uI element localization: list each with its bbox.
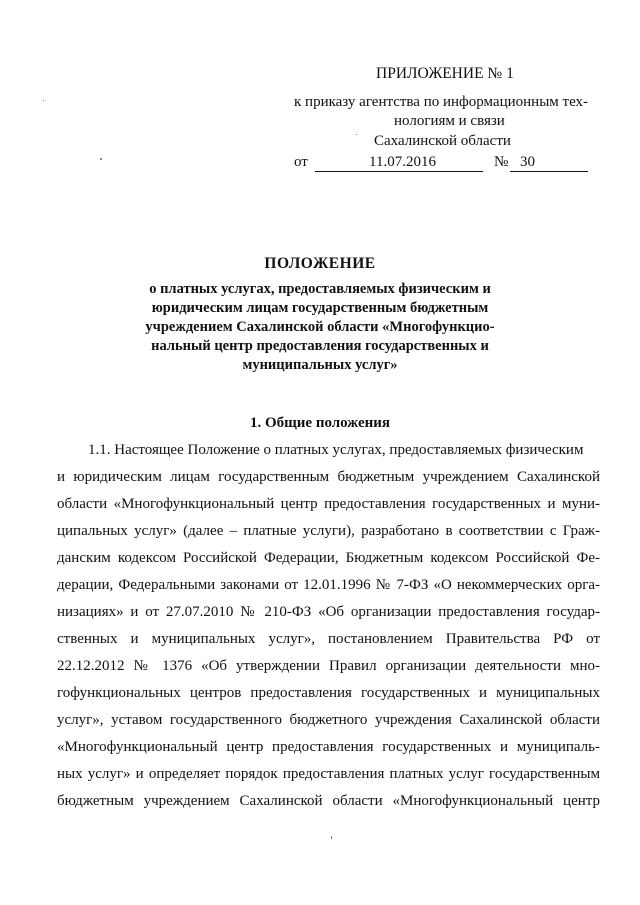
paragraph-line: 22.12.2012 № 1376 «Об утверждении Правил организации деятельности мно- [57,658,600,674]
appendix-line-1: к приказу агентства по информационным тех- [294,94,589,110]
order-number: 30 [520,154,535,170]
document-subtitle-line: о платных услугах, предоставляемых физическим и [149,281,491,297]
paragraph-line: 1.1. Настоящее Положение о платных услугах, предоставляемых физическим [88,442,584,458]
paragraph-line: ных услуг» и определяет порядок предоставления платных услуг государственным [57,766,600,782]
number-sign: № [494,154,509,170]
appendix-line-2: нологиям и связи [394,113,505,129]
section-paragraph [57,437,600,815]
document-title-block [60,254,580,375]
date-prefix: от [294,154,308,170]
paragraph-line: ципальных услуг» (далее – платные услуги), разработано в соответствии с Граж- [57,523,600,539]
scan-speck [356,134,357,135]
paragraph-line: «Многофункциональный центр предоставления государственных и муниципаль- [57,739,600,755]
date-field [315,152,483,172]
section-heading: 1. Общие положения [249,415,391,431]
paragraph-line: бюджетным учреждением Сахалинской области «Многофункциональный центр [57,793,600,809]
document-subtitle-line: нальный центр предоставления государственных и [151,338,489,354]
paragraph-line: гофункциональных центров предоставления государственных и муниципальных [57,685,600,701]
paragraph-line: области «Многофункциональный центр предоставления государственных и муни- [57,496,600,512]
document-subtitle-line: юридическим лицам государственным бюджетным [151,300,489,316]
scan-speck [43,100,44,101]
paragraph-line: данским кодексом Российской Федерации, Бюджетным кодексом Российской Фе- [57,550,600,566]
scan-speck [100,158,102,160]
appendix-line-3: Сахалинской области [374,133,511,149]
paragraph-line: дерации, Федеральными законами от 12.01.1996 № 7-ФЗ «О некоммерческих орга- [57,577,600,593]
document-title: ПОЛОЖЕНИЕ [264,255,376,272]
paragraph-line: и юридическим лицам государственным бюджетным учреждением Сахалинской [57,469,600,485]
document-subtitle-line: учреждением Сахалинской области «Многофункцио- [145,319,495,335]
order-date-line [294,152,594,174]
paragraph-line: низациях» и от 27.07.2010 № 210-ФЗ «Об организации предоставления государ- [57,604,600,620]
scan-speck [331,836,332,839]
paragraph-line: услуг», уставом государственного бюджетного учреждения Сахалинской области [57,712,600,728]
paragraph-line: ственных и муниципальных услуг», постановлением Правительства РФ от [57,631,600,647]
document-subtitle-line: муниципальных услуг» [242,357,398,373]
order-date: 11.07.2016 [369,154,436,170]
number-field [510,152,588,172]
appendix-title: ПРИЛОЖЕНИЕ № 1 [376,65,514,82]
